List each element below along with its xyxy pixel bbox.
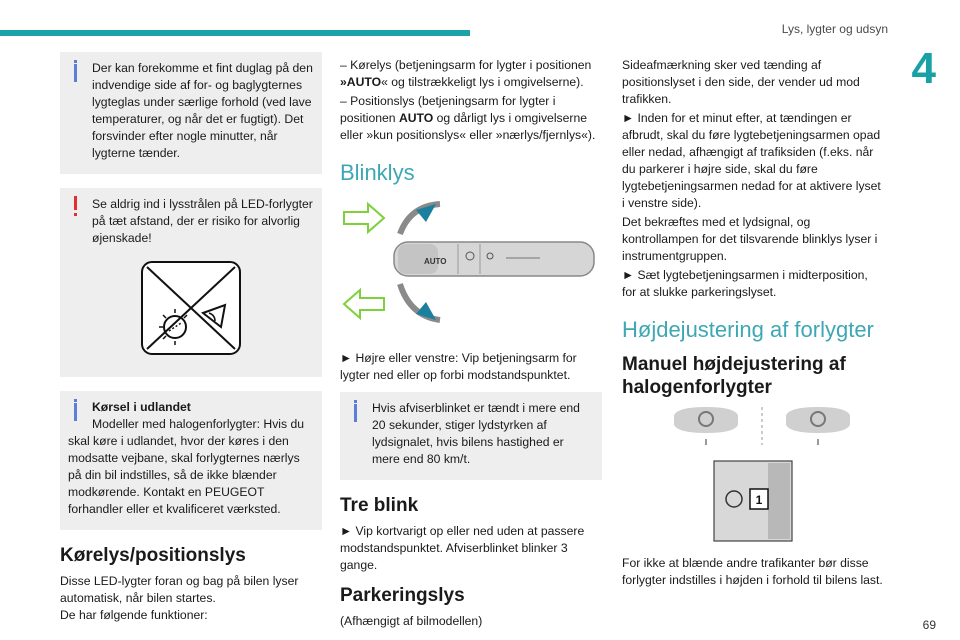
- dial-number: 1: [755, 493, 763, 507]
- info-icon: [70, 60, 88, 82]
- warning-box-led: [60, 188, 322, 377]
- chapter-number: 4: [911, 44, 936, 93]
- info-abroad-body: Modeller med halogenforlygter: Hvis du skal køre i udlandet, hvor der køres i den modsatte vejbane, skal forlygternes nærlys på din bil indstilles, så de ikke blænder modkørende. Kontakt en PEUGEOT forhandler eller et kvalificeret værksted.: [68, 417, 305, 516]
- warning-text-led: Se aldrig ind i lysstrålen på LED-forlygter på tæt afstand, der er risiko for alvorlig øjenskade!: [92, 197, 313, 245]
- drl-body-2: De har følgende funktioner:: [60, 608, 208, 622]
- col3-p3: Det bekræftes med et lydsignal, og kontrollampen for det tilsvarende blinklys lyser i instrumentgruppen.: [622, 215, 878, 263]
- info-blinker-sound-text: Hvis afviserblinket er tændt i mere end 20 sekunder, stiger lydstyrken af lydsignalet, hvis bilens hastighed er mere end 80 km/t.: [372, 401, 580, 466]
- info-icon: [350, 400, 368, 422]
- arrow-right-icon: [344, 204, 384, 232]
- car-unloaded-icon: [674, 407, 738, 433]
- info-box-fog: [60, 52, 322, 174]
- section-title-blinklys: Blinklys: [340, 160, 415, 185]
- page-number: 69: [922, 618, 936, 632]
- car-loaded-icon: [786, 407, 850, 433]
- turn-signal-stalk-illustration: [340, 196, 602, 336]
- column-1: [60, 52, 322, 632]
- col3-p4: ► Sæt lygtebetjeningsarmen i midterposition, for at slukke parkeringslyset.: [622, 268, 868, 299]
- eye-warning-icon: [141, 261, 241, 355]
- list-item-drl: – Kørelys (betjeningsarm for lygter i positionen »AUTO« og tilstrækkeligt lys i omgivelserne).: [340, 58, 592, 89]
- section-title-manuel: Manuel højdejustering af halogenforlygter: [622, 354, 846, 398]
- final-paragraph: For ikke at blænde andre trafikanter bør disse forlygter indstilles i højden i forhold til bilens last.: [622, 556, 883, 587]
- warning-icon: [70, 196, 88, 218]
- section-title-drl: Kørelys/positionslys: [60, 545, 246, 566]
- info-icon: [70, 399, 88, 421]
- info-text-fog: Der kan forekomme et fint duglag på den indvendige side af for- og baglygternes lygteglas under særlige forhold (ved lave temperaturer, og når det er fugtigt). Det forsvinder efter nogle minutter, når lygterne tænder.: [92, 61, 313, 160]
- section-title-tre-blink: Tre blink: [340, 495, 419, 516]
- tre-blink-body: ► Vip kortvarigt op eller ned uden at passere modstandspunktet. Afviserblinket blinker 3 gange.: [340, 524, 585, 572]
- chapter-accent-line: [0, 30, 470, 36]
- chapter-title: Lys, lygter og udsyn: [781, 22, 888, 36]
- col3-p1: Sideafmærkning sker ved tænding af positionslyset i den side, der vender ud mod trafikken.: [622, 58, 860, 106]
- headlamp-height-illustration: [622, 405, 884, 545]
- section-title-hoejdejustering: Højdejustering af forlygter: [622, 317, 874, 342]
- info-abroad-title: Kørsel i udlandet: [92, 400, 191, 414]
- column-3: [622, 52, 884, 597]
- arrow-left-icon: [344, 290, 384, 318]
- stalk-auto-label: AUTO: [424, 257, 447, 266]
- section-title-parkering: Parkeringslys: [340, 585, 465, 606]
- col3-p2: ► Inden for et minut efter, at tændingen er afbrudt, skal du føre lygtebetjeningsarmen opad eller nedad, afhængigt af trafiksiden (f.eks. når du parkerer i højre side, skal du føre lygtebetjeningsarmen nedad for at aktivere lyset i venstre side).: [622, 111, 881, 210]
- info-box-abroad: [60, 391, 322, 530]
- list-item-position: – Positionslys (betjeningsarm for lygter i positionen AUTO og dårligt lys i omgivelserne eller »kun positionslys« eller »nærlys/fjernlys«).: [340, 94, 596, 142]
- parkering-body: (Afhængigt af bilmodellen): [340, 614, 483, 628]
- column-2: [340, 52, 602, 638]
- blinklys-body: ► Højre eller venstre: Vip betjeningsarm for lygter ned eller op forbi modstandspunktet.: [340, 351, 577, 382]
- info-box-blinker-sound: [340, 392, 602, 480]
- drl-body-1: Disse LED-lygter foran og bag på bilen lyser automatisk, når bilen startes.: [60, 574, 299, 605]
